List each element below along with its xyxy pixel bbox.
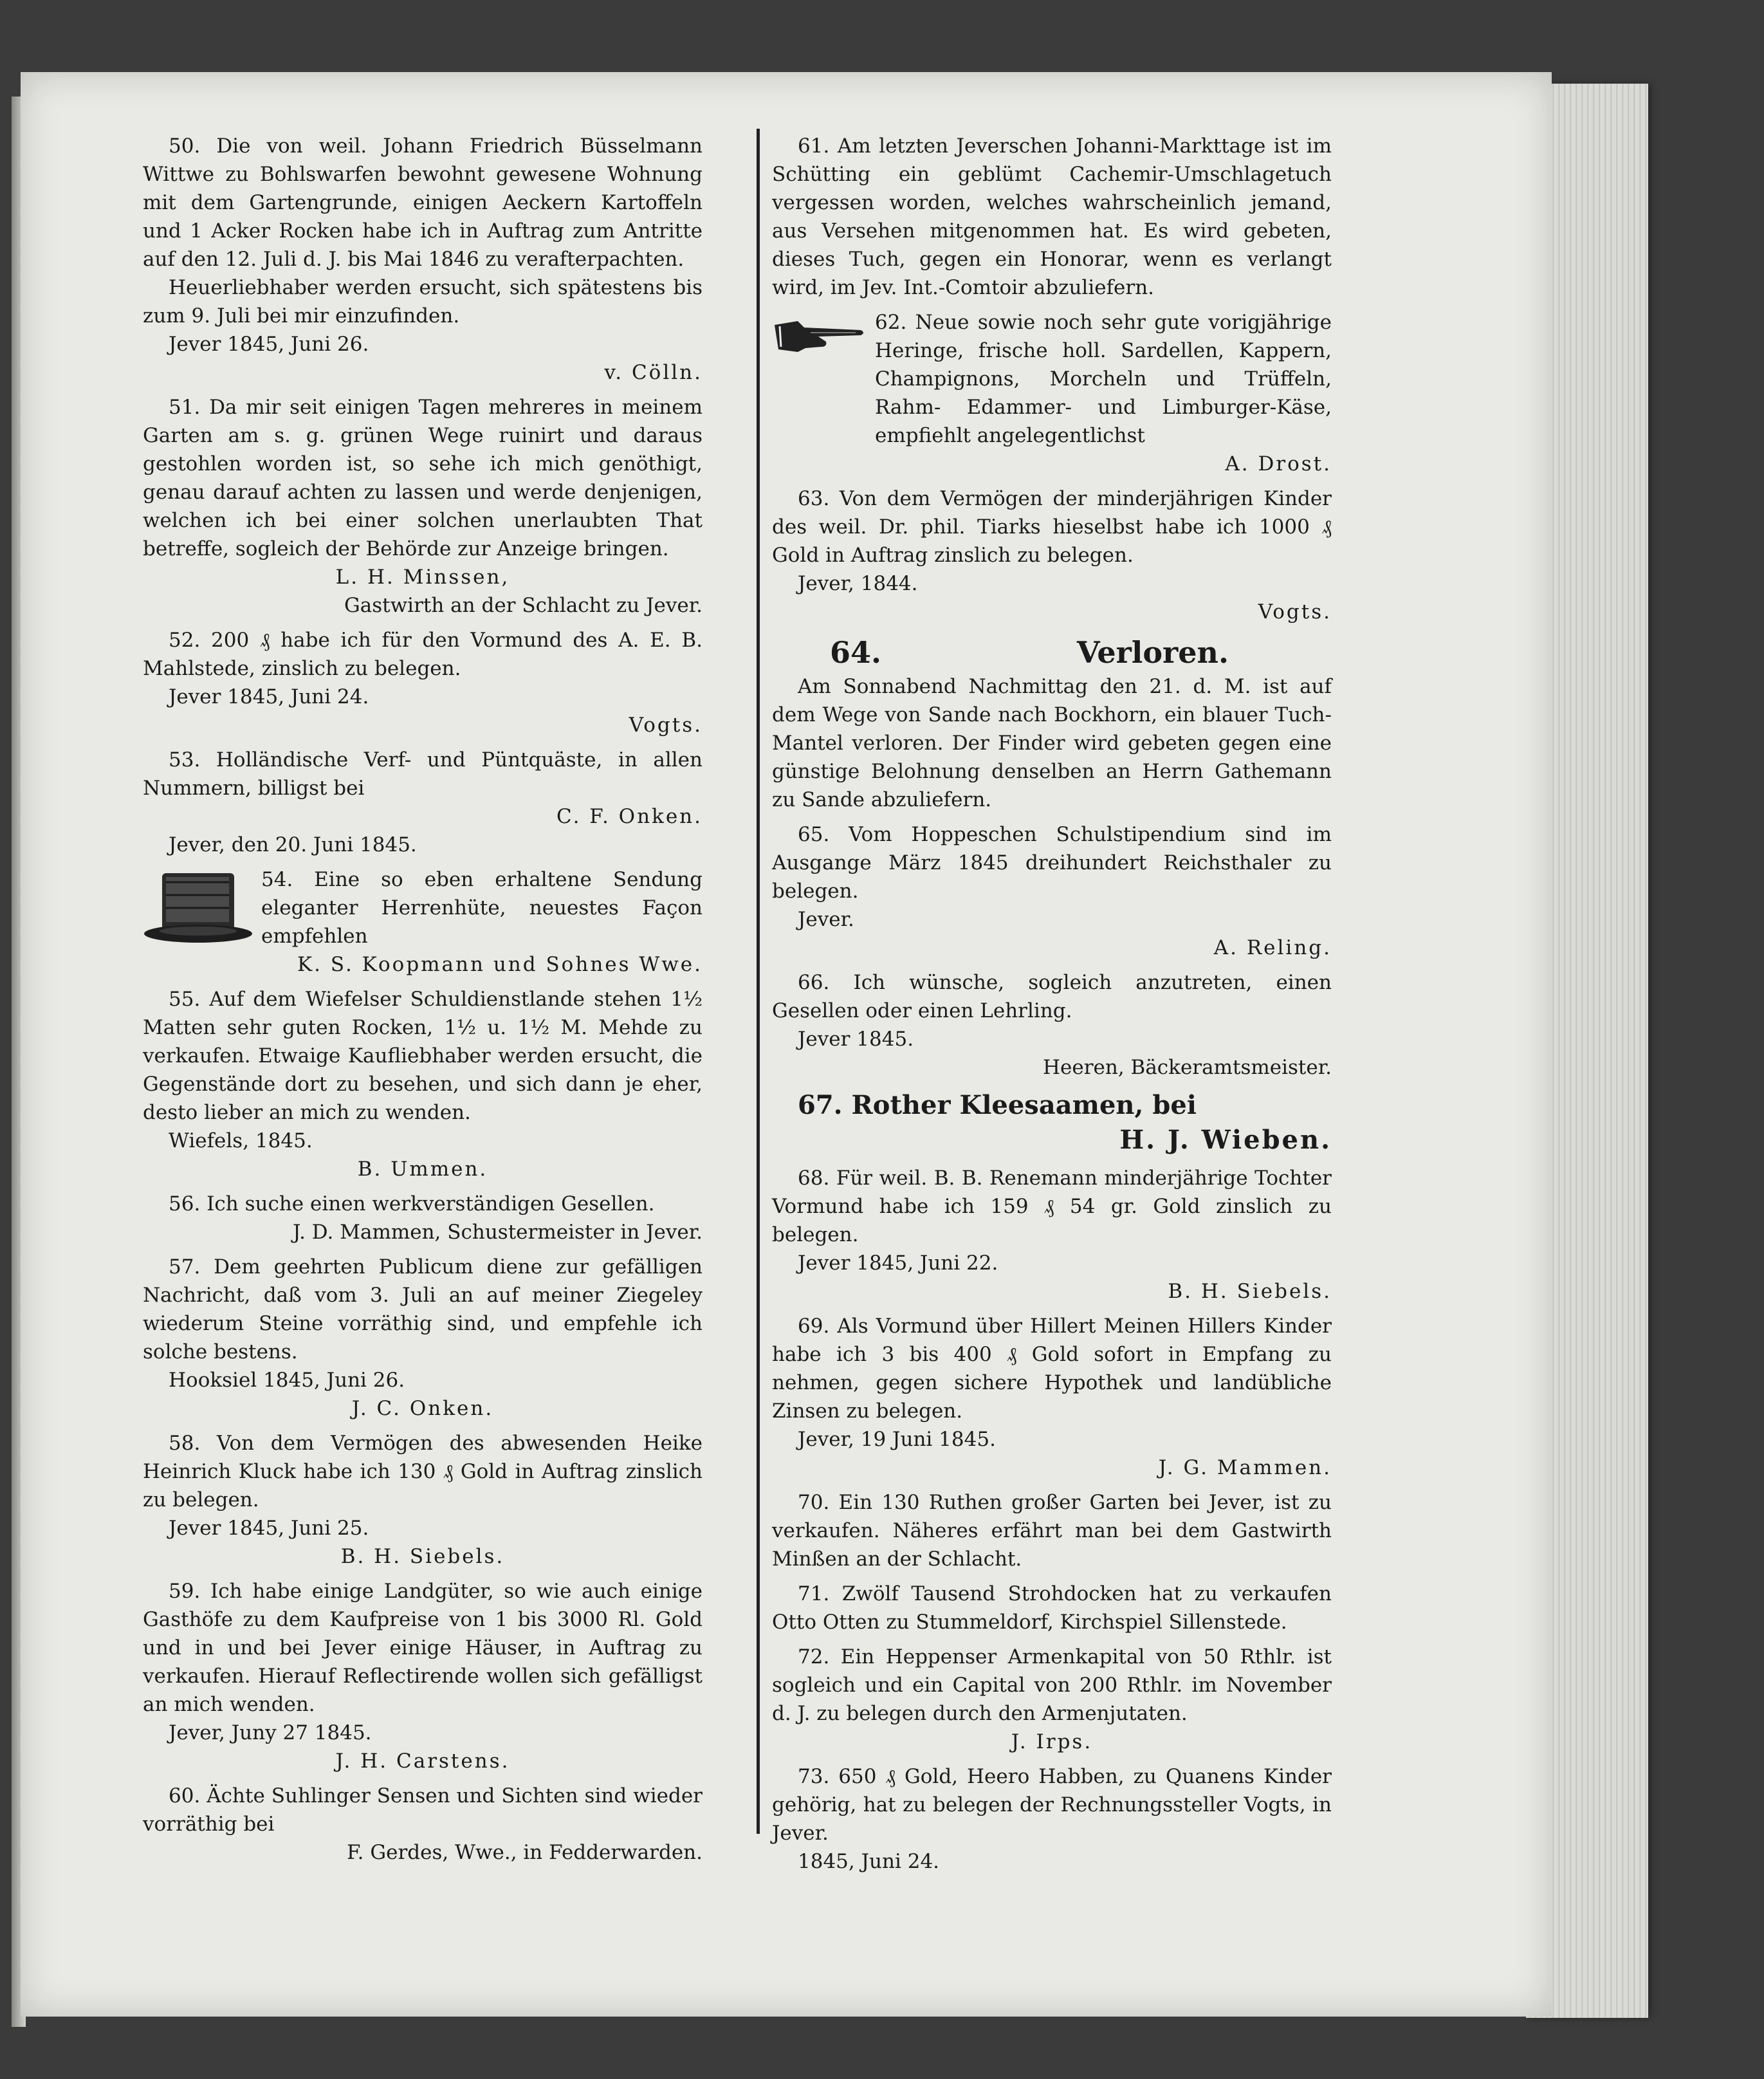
notice-text: Am Sonnabend Nachmittag den 21. d. M. ist auf dem Wege von Sande nach Bockhorn, ein blauer Tuch-Mantel verloren. Der Finder wird gebeten gegen eine günstige Belohnung denselben an Herrn Gathemann zu Sande abzuliefern.: [772, 675, 1332, 811]
notice-64: [772, 633, 1332, 814]
notice-date: 1845, Juni 24.: [798, 1850, 940, 1873]
notice-text: 54. Eine so eben erhaltene Sendung eleganter Herrenhüte, neuestes Façon empfehlen: [261, 868, 703, 948]
left-column: [143, 132, 703, 1873]
notice-text: Heuerliebhaber werden ersucht, sich spätestens bis zum 9. Juli bei mir einzufinden.: [143, 276, 703, 328]
notice-72: [772, 1643, 1332, 1756]
notice-64-heading: [772, 633, 1332, 672]
notice-text: 59. Ich habe einige Landgüter, so wie auch einige Gasthöfe zu dem Kaufpreise von 1 bis 3000 Rl. Gold und in und bei Jever einige Häuser, in Auftrag zu verkaufen. Hierauf Reflectirende wollen sich gefälligst an mich wenden.: [143, 1580, 703, 1716]
notice-signature: B. Ummen.: [357, 1158, 488, 1181]
notice-text: 52. 200 ₰ habe ich für den Vormund des A. E. B. Mahlstede, zinslich zu belegen.: [143, 629, 703, 680]
notice-signature: K. S. Koopmann und Sohnes Wwe.: [297, 953, 703, 976]
notice-59: [143, 1577, 703, 1775]
notice-71: [772, 1580, 1332, 1636]
notice-date: Wiefels, 1845.: [169, 1129, 313, 1152]
notice-signature: Vogts.: [1258, 600, 1332, 624]
notice-60: [143, 1782, 703, 1867]
notice-date: Jever 1845.: [798, 1028, 914, 1051]
notice-text: 62. Neue sowie noch sehr gute vorigjährige Heringe, frische holl. Sardellen, Kappern, Champignons, Morcheln und Trüffeln, Rahm- Edammer- und Limburger-Käse, empfiehlt angelegentlichst: [875, 311, 1332, 447]
notice-text: 55. Auf dem Wiefelser Schuldienstlande stehen 1½ Matten sehr guten Rocken, 1½ u. 1½ M. Mehde zu verkaufen. Etwaige Kaufliebhaber werden ersucht, die Gegenstände dort zu besehen, und sich dann je eher, desto lieber an mich zu wenden.: [143, 988, 703, 1124]
notice-66: [772, 968, 1332, 1082]
notice-signature: J. Irps.: [1011, 1730, 1093, 1753]
notice-signature: J. D. Mammen, Schustermeister in Jever.: [293, 1221, 703, 1244]
notice-date: Jever 1845, Juni 25.: [169, 1517, 369, 1540]
notice-date: Jever, Juny 27 1845.: [169, 1721, 372, 1744]
notice-date: Jever, 1844.: [798, 572, 918, 595]
notice-58: [143, 1429, 703, 1571]
notice-signature: J. G. Mammen.: [1158, 1456, 1332, 1479]
notice-text: 61. Am letzten Jeverschen Johanni-Markttage ist im Schütting ein geblümt Cachemir-Umschlagetuch vergessen worden, welches wahrscheinlich jemand, aus Versehen mitgenommen hat. Es wird gebeten, dieses Tuch, gegen ein Honorar, wenn es verlangt wird, im Jev. Int.-Comtoir abzuliefern.: [772, 134, 1332, 299]
notice-signature: v. Cölln.: [604, 361, 703, 384]
notice-57: [143, 1253, 703, 1423]
hat-advert-row: [143, 865, 703, 950]
notice-62: [772, 308, 1332, 478]
notice-date: Hooksiel 1845, Juni 26.: [169, 1369, 405, 1392]
top-hat-icon: [143, 869, 252, 945]
notice-text: 51. Da mir seit einigen Tagen mehreres in meinem Garten am s. g. grünen Wege ruinirt und daraus gestohlen worden ist, so sehe ich mich genöthigt, genau darauf achten zu lassen und werde denjenigen, welchen ich bei einer solchen unerlaubten That betreffe, sogleich der Behörde zur Anzeige bringen.: [143, 396, 703, 560]
notice-text: 63. Von dem Vermögen der minderjährigen Kinder des weil. Dr. phil. Tiarks hieselbst habe ich 1000 ₰ Gold in Auftrag zinslich zu belegen.: [772, 487, 1332, 567]
notice-signature: J. C. Onken.: [351, 1397, 494, 1420]
notice-text: 56. Ich suche einen werkverständigen Gesellen.: [169, 1192, 655, 1215]
notice-signature: Heeren, Bäckeramtsmeister.: [1042, 1056, 1332, 1079]
notice-signature: J. H. Carstens.: [335, 1750, 510, 1773]
notice-text: 58. Von dem Vermögen des abwesenden Heike Heinrich Kluck habe ich 130 ₰ Gold in Auftrag zinslich zu belegen.: [143, 1432, 703, 1511]
notice-55: [143, 985, 703, 1183]
notice-signature: Vogts.: [629, 714, 703, 737]
notice-text: 71. Zwölf Tausend Strohdocken hat zu verkaufen Otto Otten zu Stummeldorf, Kirchspiel Sillenstede.: [772, 1582, 1332, 1634]
notice-text: 68. Für weil. B. B. Renemann minderjährige Tochter Vormund habe ich 159 ₰ 54 gr. Gold zinslich zu belegen.: [772, 1167, 1332, 1246]
notice-61: [772, 132, 1332, 302]
notice-text: 53. Holländische Verf- und Püntquäste, in allen Nummern, billigst bei: [143, 748, 703, 800]
pointing-hand-icon: [772, 313, 868, 358]
notice-text: 66. Ich wünsche, sogleich anzutreten, einen Gesellen oder einen Lehrling.: [772, 971, 1332, 1022]
notice-date: Jever.: [798, 908, 854, 931]
notice-text: 67. Rother Kleesaamen, bei: [798, 1090, 1197, 1120]
notice-54: [143, 865, 703, 979]
notice-signature: H. J. Wieben.: [1119, 1125, 1332, 1155]
notice-text: 65. Vom Hoppeschen Schulstipendium sind im Ausgange März 1845 dreihundert Reichsthaler zu belegen.: [772, 823, 1332, 903]
notice-date: Jever 1845, Juni 24.: [169, 685, 369, 708]
notice-text: 70. Ein 130 Ruthen großer Garten bei Jever, ist zu verkaufen. Näheres erfährt man bei dem Gastwirth Minßen an der Schlacht.: [772, 1491, 1332, 1571]
notice-date: Jever, 19 Juni 1845.: [798, 1428, 996, 1451]
notice-number: 64.: [830, 635, 882, 670]
notice-text: 73. 650 ₰ Gold, Heero Habben, zu Quanens Kinder gehörig, hat zu belegen der Rechnungssteller Vogts, in Jever.: [772, 1765, 1332, 1845]
notice-signature: F. Gerdes, Wwe., in Fedderwarden.: [346, 1841, 703, 1864]
notice-65: [772, 820, 1332, 962]
notice-68: [772, 1164, 1332, 1306]
notice-title: Verloren.: [1076, 635, 1229, 670]
notice-date: Jever, den 20. Juni 1845.: [169, 833, 417, 856]
notice-date: Jever 1845, Juni 26.: [169, 333, 369, 356]
notice-signature: L. H. Minssen,: [335, 566, 510, 589]
notice-50: [143, 132, 703, 387]
notice-text: 72. Ein Heppenser Armenkapital von 50 Rthlr. ist sogleich und ein Capital von 200 Rthlr. im November d. J. zu belegen durch den Armenjutaten.: [772, 1645, 1332, 1725]
notice-70: [772, 1488, 1332, 1573]
notice-text: 50. Die von weil. Johann Friedrich Büsselmann Wittwe zu Bohlswarfen bewohnt gewesene Wohnung mit dem Gartengrunde, einigen Aeckern Kartoffeln und 1 Acker Rocken habe ich in Auftrag zum Antritte auf den 12. Juli d. J. bis Mai 1846 zu verafterpachten.: [143, 134, 703, 271]
notice-52: [143, 626, 703, 739]
notice-signature: B. H. Siebels.: [1168, 1280, 1332, 1303]
notice-53: [143, 746, 703, 859]
notice-signature-line2: Gastwirth an der Schlacht zu Jever.: [344, 594, 703, 617]
notice-text: 57. Dem geehrten Publicum diene zur gefälligen Nachricht, daß vom 3. Juli an auf meiner Ziegeley wiederum Steine vorräthig sind, und empfehle ich solche bestens.: [143, 1255, 703, 1363]
notice-56: [143, 1190, 703, 1246]
notice-date: Jever 1845, Juni 22.: [798, 1252, 998, 1275]
notice-signature: B. H. Siebels.: [340, 1545, 505, 1568]
column-divider: [757, 129, 760, 1834]
notice-signature: A. Reling.: [1213, 936, 1332, 959]
right-column: [772, 132, 1332, 1882]
notice-63: [772, 485, 1332, 626]
pointing-hand-row: [772, 308, 1332, 450]
notice-67: [772, 1088, 1332, 1158]
notice-73: [772, 1762, 1332, 1876]
notice-51: [143, 393, 703, 620]
notice-signature: C. F. Onken.: [556, 805, 703, 828]
notice-text: 69. Als Vormund über Hillert Meinen Hillers Kinder habe ich 3 bis 400 ₰ Gold sofort in Empfang zu nehmen, gegen sichere Hypothek und landübliche Zinsen zu belegen.: [772, 1315, 1332, 1423]
notice-text: 60. Ächte Suhlinger Sensen und Sichten sind wieder vorräthig bei: [143, 1784, 703, 1836]
notice-69: [772, 1312, 1332, 1482]
notice-signature: A. Drost.: [1225, 452, 1332, 476]
